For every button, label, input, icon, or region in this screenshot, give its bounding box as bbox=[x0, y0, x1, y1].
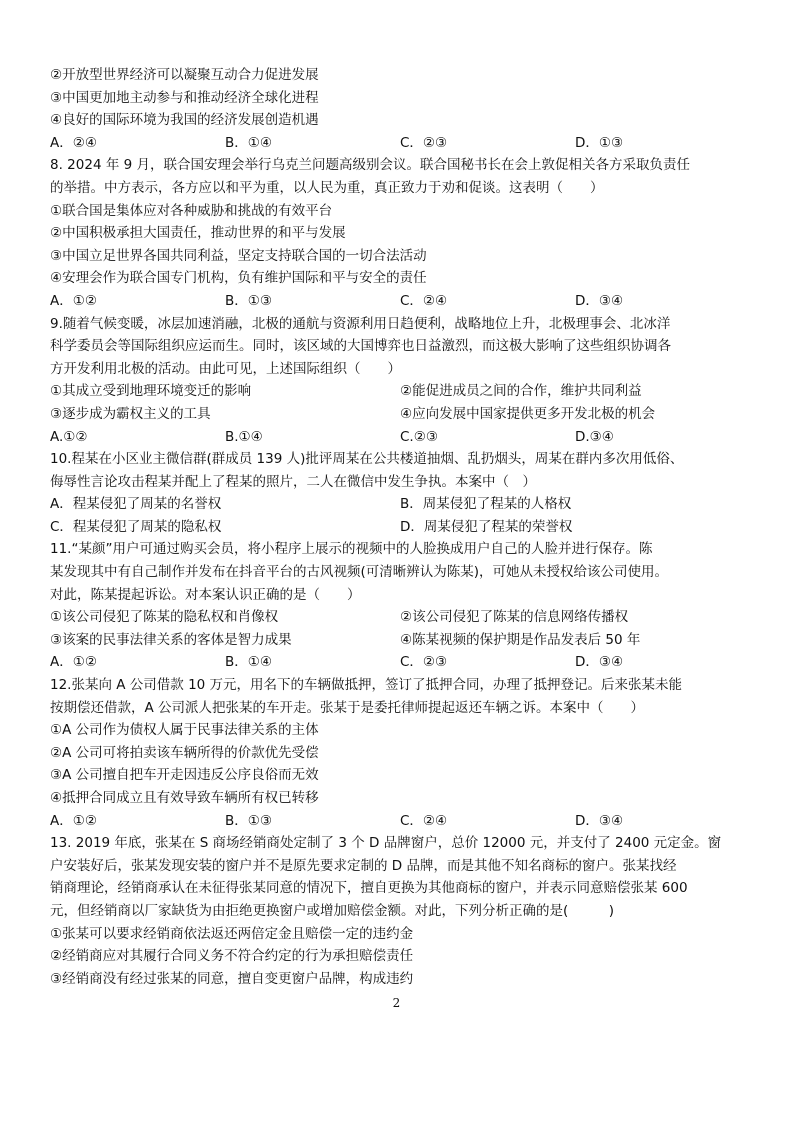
question-stem: 对此，陈某提起诉讼。对本案认识正确的是（ ） bbox=[50, 586, 361, 603]
choice-a: A．程某侵犯了周某的名誉权 bbox=[50, 496, 222, 513]
choice-d: D．③④ bbox=[575, 812, 624, 829]
answer-items-row bbox=[50, 380, 750, 403]
answer-items-row bbox=[50, 403, 750, 426]
answer-item: ①张某可以要求经销商依法返还两倍定金且赔偿一定的违约金 bbox=[50, 925, 414, 942]
answer-item: ④安理会作为联合国专门机构，负有维护国际和平与安全的责任 bbox=[50, 270, 427, 287]
question-8 bbox=[50, 154, 750, 312]
question-stem: 12.张某向 A 公司借款 10 万元，用名下的车辆做抵押，签订了抵押合同，办理了抵押登记。后来张某未能 bbox=[50, 677, 683, 694]
choice-b: B．①④ bbox=[225, 654, 272, 671]
question-stem: 侮辱性言论攻击程某并配上了程某的照片，二人在微信中发生争执。本案中（ ） bbox=[50, 473, 536, 490]
answer-item: ②中国积极承担大国责任，推动世界的和平与发展 bbox=[50, 225, 346, 242]
question-stem: 某发现其中有自己制作并发布在抖音平台的古风视频(可清晰辨认为陈某)，可她从未授权给该公司使用。 bbox=[50, 564, 669, 581]
question-stem: 元，但经销商以厂家缺货为由拒绝更换窗户或增加赔偿金额。对此，下列分析正确的是( ) bbox=[50, 902, 615, 919]
answer-items-row bbox=[50, 629, 750, 652]
page-content bbox=[50, 64, 750, 990]
answer-items-row bbox=[50, 606, 750, 629]
choice-a: A．①② bbox=[50, 292, 97, 309]
choice-b: B．①④ bbox=[225, 134, 272, 151]
choice-d: D.③④ bbox=[575, 428, 614, 445]
choice-c: C.②③ bbox=[400, 428, 438, 445]
question-stem: 方开发利用北极的活动。由此可见，上述国际组织（ ） bbox=[50, 360, 401, 377]
choice-options-row bbox=[50, 493, 750, 516]
choice-options bbox=[50, 651, 750, 674]
choice-c: C．②③ bbox=[400, 654, 448, 671]
choice-c: C．②④ bbox=[400, 812, 448, 829]
question-stem: 销商理论，经销商承认在未征得张某同意的情况下，擅自更换为其他商标的窗户，并表示同意赔偿张某 600 bbox=[50, 880, 688, 897]
question-stem: 8. 2024 年 9 月，联合国安理会举行乌克兰问题高级别会议。联合国秘书长在会上敦促相关各方采取负责任 bbox=[50, 157, 690, 174]
choice-d: D．③④ bbox=[575, 654, 624, 671]
answer-item: ①联合国是集体应对各种威胁和挑战的有效平台 bbox=[50, 202, 333, 219]
question-stem: 13. 2019 年底，张某在 S 商场经销商处定制了 3 个 D 品牌窗户，总价 12000 元，并支付了 2400 元定金。窗 bbox=[50, 835, 722, 852]
question-stem: 10.程某在小区业主微信群(群成员 139 人)批评周某在公共楼道抽烟、乱扔烟头，周某在群内多次用低俗、 bbox=[50, 451, 684, 468]
question-7-continued bbox=[50, 64, 750, 154]
question-11 bbox=[50, 538, 750, 674]
answer-item: ①A 公司作为债权人属于民事法律关系的主体 bbox=[50, 722, 319, 739]
choice-options-row bbox=[50, 516, 750, 539]
question-stem: 11.“某颜”用户可通过购买会员，将小程序上展示的视频中的人脸换成用户自己的人脸并进行保存。陈 bbox=[50, 541, 653, 558]
answer-item: ①该公司侵犯了陈某的隐私权和肖像权 bbox=[50, 609, 279, 626]
choice-c: C．②③ bbox=[400, 134, 448, 151]
choice-d: D．①③ bbox=[575, 134, 624, 151]
choice-c: C．②④ bbox=[400, 292, 448, 309]
answer-item: ④良好的国际环境为我国的经济发展创造机遇 bbox=[50, 112, 319, 129]
choice-a: A．②④ bbox=[50, 134, 97, 151]
question-12 bbox=[50, 674, 750, 832]
answer-item: ③中国更加地主动参与和推动经济全球化进程 bbox=[50, 89, 319, 106]
answer-item: ③A 公司擅自把车开走因违反公序良俗而无效 bbox=[50, 767, 319, 784]
answer-item: ②A 公司可将拍卖该车辆所得的价款优先受偿 bbox=[50, 744, 319, 761]
answer-item: ③逐步成为霸权主义的工具 bbox=[50, 405, 211, 422]
question-13 bbox=[50, 832, 750, 990]
answer-item: ④抵押合同成立且有效导致车辆所有权已转移 bbox=[50, 790, 319, 806]
choice-b: B.①④ bbox=[225, 428, 263, 445]
choice-options bbox=[50, 426, 750, 449]
question-stem: 户安装好后，张某发现安装的窗户并不是原先要求定制的 D 品牌，而是其他不知名商标的窗户。张某找经 bbox=[50, 857, 677, 874]
page-number: 2 bbox=[392, 996, 401, 1010]
choice-options bbox=[50, 132, 750, 155]
choice-options bbox=[50, 290, 750, 313]
answer-item: ①其成立受到地理环境变迁的影响 bbox=[50, 383, 252, 400]
answer-item: ④应向发展中国家提供更多开发北极的机会 bbox=[400, 405, 656, 422]
answer-item: ②经销商应对其履行合同义务不符合约定的行为承担赔偿责任 bbox=[50, 948, 414, 965]
question-stem: 科学委员会等国际组织应运而生。同时，该区域的大国博弈也日益激烈，而这极大影响了这些组织协调各 bbox=[50, 338, 671, 355]
choice-a: A．①② bbox=[50, 654, 97, 671]
question-9 bbox=[50, 313, 750, 449]
question-stem: 的举措。中方表示，各方应以和平为重，以人民为重，真正致力于劝和促谈。这表明（ ） bbox=[50, 179, 604, 196]
choice-c: C．程某侵犯了周某的隐私权 bbox=[50, 518, 222, 535]
answer-item: ③中国立足世界各国共同利益，坚定支持联合国的一切合法活动 bbox=[50, 247, 427, 264]
answer-item: ④陈某视频的保护期是作品发表后 50 年 bbox=[400, 631, 641, 648]
answer-item: ②开放型世界经济可以凝聚互动合力促进发展 bbox=[50, 67, 319, 83]
question-10 bbox=[50, 448, 750, 538]
choice-b: B．①③ bbox=[225, 812, 272, 829]
answer-item: ②该公司侵犯了陈某的信息网络传播权 bbox=[400, 609, 629, 626]
question-stem: 9.随着气候变暖，冰层加速消融，北极的通航与资源利用日趋便利，战略地位上升，北极理事会、北冰洋 bbox=[50, 315, 671, 332]
answer-item: ②能促进成员之间的合作，维护共同利益 bbox=[400, 383, 642, 400]
choice-b: B．①③ bbox=[225, 292, 272, 309]
choice-d: D．周某侵犯了程某的荣誉权 bbox=[400, 518, 573, 535]
choice-options bbox=[50, 810, 750, 833]
choice-a: A.①② bbox=[50, 428, 88, 445]
answer-item: ③该案的民事法律关系的客体是智力成果 bbox=[50, 631, 292, 648]
question-stem: 按期偿还借款，A 公司派人把张某的车开走。张某于是委托律师提起返还车辆之诉。本案中（ ） bbox=[50, 699, 645, 716]
choice-d: D．③④ bbox=[575, 292, 624, 309]
choice-b: B．周某侵犯了程某的人格权 bbox=[400, 496, 572, 513]
choice-a: A．①② bbox=[50, 812, 97, 829]
answer-item: ③经销商没有经过张某的同意，擅自变更窗户品牌，构成违约 bbox=[50, 970, 414, 987]
